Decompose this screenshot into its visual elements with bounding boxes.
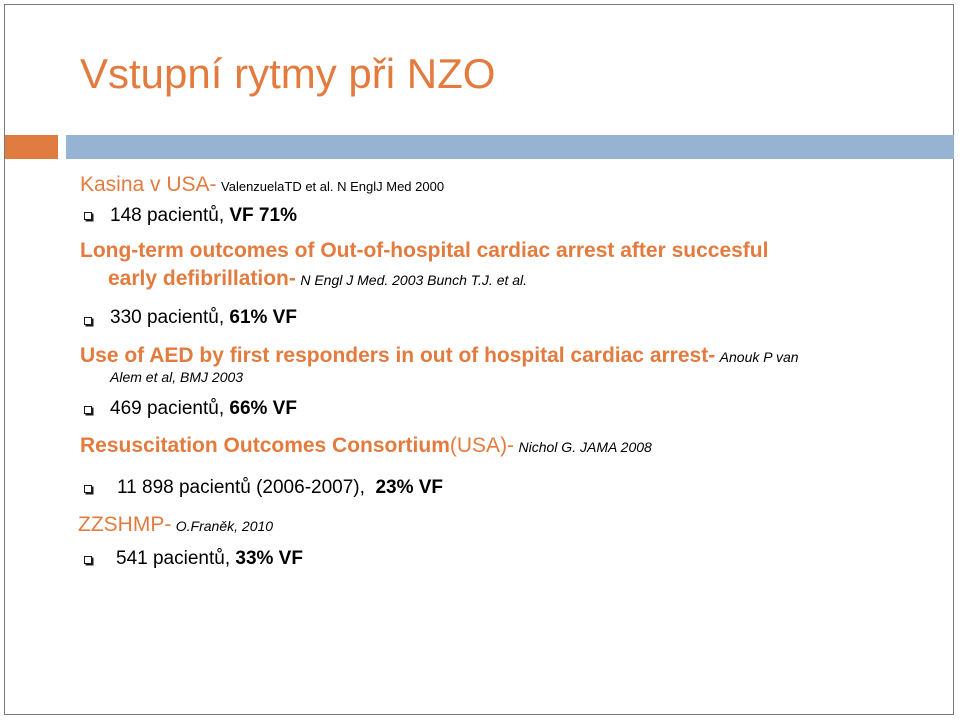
bullet-text: 469 pacientů,: [110, 398, 230, 419]
checkbox-bullet-icon: [84, 406, 92, 414]
section-bunch-bullet: [110, 307, 297, 329]
checkbox-bullet-icon: [84, 556, 92, 564]
section-kasina-citation: ValenzuelaTD et al. N EnglJ Med 2000: [221, 179, 445, 194]
section-roc-heading-line: [80, 434, 652, 458]
bullet-value: 23% VF: [375, 477, 444, 498]
section-aed-heading-line: [80, 344, 799, 368]
section-roc-bullet: [117, 477, 443, 499]
accent-bar-left: [5, 135, 58, 159]
section-bunch-heading-line1: Long-term outcomes of Out-of-hospital cardiac arrest after succesful: [80, 239, 769, 262]
bullet-text: 11 898 pacientů (2006-2007),: [117, 477, 376, 498]
section-kasina-bullet: [110, 205, 297, 227]
bullet-value: VF 71%: [229, 205, 297, 226]
section-bunch-heading-line2: early defibrillation-: [108, 267, 296, 290]
section-kasina-heading: Kasina v USA-: [80, 173, 217, 196]
section-roc-heading-normal: (USA)-: [449, 434, 515, 457]
section-aed-bullet: [110, 398, 297, 420]
bullet-text: 541 pacientů,: [116, 548, 236, 569]
bullet-value: 61% VF: [229, 307, 297, 328]
section-zzshmp-heading: ZZSHMP-: [78, 513, 172, 536]
checkbox-bullet-icon: [84, 485, 92, 493]
slide-title: Vstupní rytmy při NZO: [80, 50, 496, 97]
section-roc-heading-bold: Resuscitation Outcomes Consortium: [80, 434, 450, 457]
section-bunch-heading-line2-row: [108, 267, 527, 291]
bullet-text: 330 pacientů,: [110, 307, 230, 328]
bullet-text: 148 pacientů,: [110, 205, 230, 226]
section-aed-citation-line2: Alem et al, BMJ 2003: [110, 369, 244, 385]
section-zzshmp-bullet: [116, 548, 303, 570]
checkbox-bullet-icon: [84, 212, 92, 220]
accent-bar-right: [66, 135, 954, 159]
section-aed-heading: Use of AED by first responders in out of hospital cardiac arrest-: [80, 344, 716, 367]
section-aed-citation-line1: Anouk P van: [719, 349, 799, 365]
bullet-value: 66% VF: [229, 398, 297, 419]
bullet-value: 33% VF: [235, 548, 303, 569]
section-zzshmp-citation: O.Franěk, 2010: [175, 518, 274, 534]
checkbox-bullet-icon: [84, 317, 92, 325]
section-kasina-heading-line: [80, 173, 444, 197]
section-bunch-citation: N Engl J Med. 2003 Bunch T.J. et al.: [300, 272, 528, 288]
section-roc-citation: Nichol G. JAMA 2008: [518, 439, 652, 455]
section-zzshmp-heading-line: [78, 513, 273, 537]
